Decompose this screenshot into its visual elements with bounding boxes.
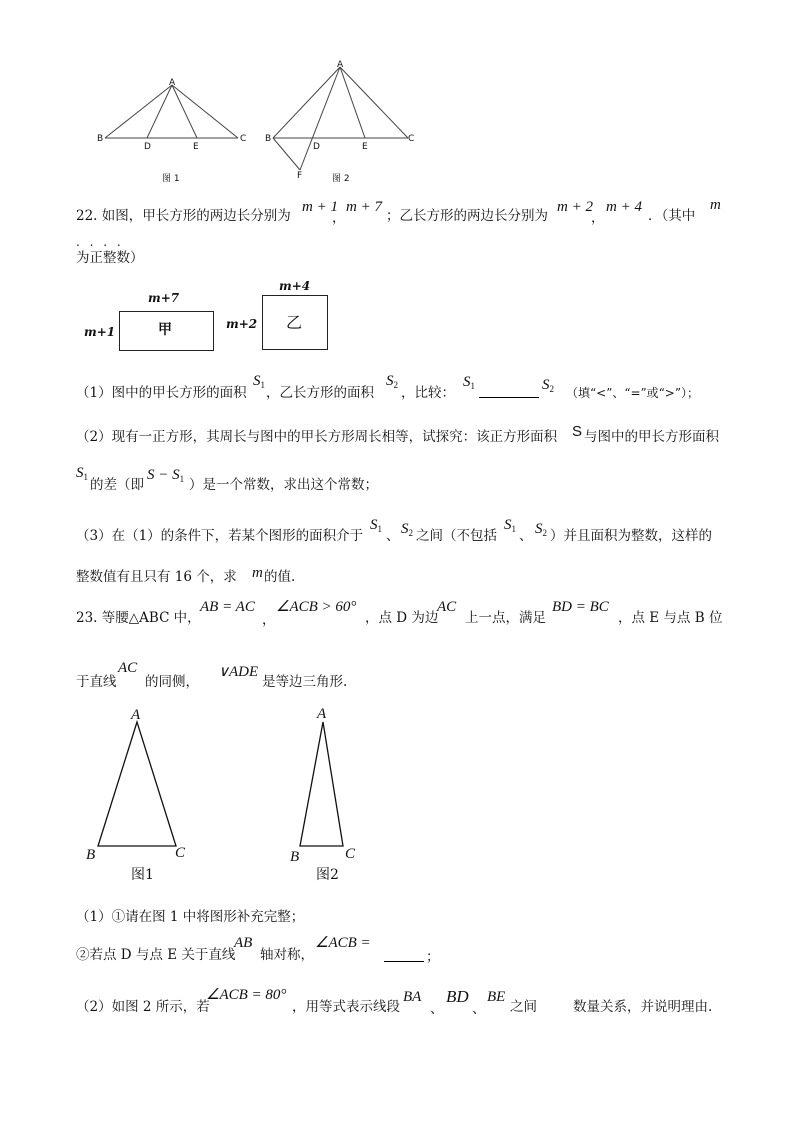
q23-eq-angle: ∠ACB > 60° [276, 599, 357, 615]
q23-p2-b: ，用等式表示线段 [292, 999, 400, 1015]
top-fig2-label-d: D [313, 142, 320, 152]
q22-p3-a: （3）在（1）的条件下，若某个图形的面积介于 [76, 528, 364, 544]
q22-intro-a: 22. 如图，甲长方形的两边长分别为 [76, 208, 291, 224]
top-fig2-label-e: E [362, 142, 368, 152]
q23-be: BE [487, 989, 506, 1005]
q23-p2-a: （2）如图 2 所示，若 [76, 999, 210, 1015]
q22-m-plus-1: m + 1 [302, 199, 338, 215]
rect-jia-side-label: m+1 [84, 325, 116, 339]
q23-p1-a: （1）①请在图 1 中将图形补充完整； [76, 909, 305, 925]
q23-comma: ， [262, 612, 276, 628]
top-figures [90, 55, 430, 190]
top-fig1-caption: 图 1 [162, 174, 180, 184]
q23-bd: BD [446, 987, 469, 1006]
q22-p3-s1: $S_1$ [370, 517, 382, 534]
q22-p2-a: （2）现有一正方形，其周长与图中的甲长方形周长相等，试探究：该正方形面积 [76, 429, 558, 445]
q23-intro-d: ，点 E 与点 B 位 [618, 610, 723, 626]
rect-jia-name: 甲 [158, 322, 172, 338]
q22-intro-b: ；乙长方形的两边长分别为 [386, 208, 548, 224]
q22-p3-f: 整数值有且只有 16 个，求 [76, 569, 237, 585]
q22-p3-e: ）并且面积为整数，这样的 [550, 528, 712, 544]
q22-p3-d: 、 [519, 528, 533, 544]
rect-yi-side-label: m+2 [226, 317, 258, 331]
q22-comma-2: ， [591, 210, 605, 226]
q23-intro-a: 23. 等腰△ABC 中， [76, 610, 201, 626]
top-fig2-label-a: A [337, 60, 344, 70]
q23-fig1-label-b: B [86, 847, 96, 863]
q22-p3-s2b: $S_2$ [535, 521, 547, 538]
top-figure-1 [105, 85, 238, 138]
q23-line2-b: 的同侧， [145, 674, 199, 690]
q23-eq-bd-bc: BD = BC [552, 599, 609, 615]
q23-semicolon: ； [426, 949, 440, 965]
rect-yi-top-label: m+4 [279, 279, 311, 293]
rect-yi-name: 乙 [286, 313, 303, 332]
q22-p3-b: 、 [386, 528, 400, 544]
q22-p3-s1b: $S_1$ [504, 517, 516, 534]
q23-fig2-label-c: C [345, 846, 356, 862]
top-fig2-label-f: F [297, 171, 303, 181]
q22-p3-m: m [252, 565, 263, 581]
q22-compare-s1: $S_1$ [463, 374, 475, 391]
q23-fig1-triangle [98, 722, 176, 846]
q22-p1-d: （填“<”、“=”或“>”）； [566, 386, 699, 400]
q23-intro-c: 上一点，满足 [465, 610, 546, 626]
q22-m-plus-4: m + 4 [606, 199, 642, 215]
q23-ba: BA [403, 989, 422, 1005]
q23-fig2-caption: 图2 [316, 867, 339, 883]
q22-p1-c: ，比较： [401, 385, 455, 401]
q22-p1-b: ，乙长方形的面积 [266, 385, 374, 401]
q23-line2-a: 于直线 [76, 674, 117, 690]
q22-s-minus-s1: $S - S_1$ [147, 467, 185, 484]
q22-m-plus-7: m + 7 [346, 199, 382, 215]
q23-eq-angle-acb: ∠ACB = [315, 935, 371, 951]
q22-m-var: m [710, 197, 721, 213]
q22-p2-b: 与图中的甲长方形面积 [584, 429, 719, 445]
q23-fig1-label-a: A [131, 707, 141, 723]
q23-fig2-triangle [300, 722, 343, 846]
q23-fig1-caption: 图1 [131, 867, 154, 883]
q22-compare-s2: $S_2$ [542, 377, 554, 394]
q22-s-symbol: S [572, 423, 583, 440]
q23-eq-acb-80: ∠ACB = 80° [206, 987, 287, 1003]
q23-p1-ab: AB [234, 935, 253, 951]
q22-intro-d: 为正整数） [76, 250, 144, 266]
top-fig1-label-c: C [240, 134, 247, 144]
q22-p2-d: ）是一个常数，求出这个常数； [189, 477, 378, 493]
q23-dun-2: 、 [472, 1001, 486, 1017]
q22-m-plus-2: m + 2 [557, 199, 593, 215]
q22-comma-1: ， [332, 210, 346, 226]
q22-s1-symbol: $S_1$ [253, 373, 265, 390]
q23-figures [80, 700, 380, 895]
top-fig1-label-b: B [97, 134, 104, 144]
q23-fig1-label-c: C [175, 845, 186, 861]
q23-p2-c: 之间 [510, 999, 537, 1015]
q22-s2-symbol: $S_2$ [386, 373, 398, 390]
q22-intro-c: ．（其中 [648, 208, 696, 224]
top-fig1-label-d: D [144, 142, 151, 152]
q23-tri-ade: ∨ADE [218, 664, 259, 680]
q22-emphasis-dots: . . . . [76, 235, 124, 249]
q23-p1-b: ②若点 D 与点 E 关于直线 [76, 947, 236, 963]
q22-p2-c: 的差（即 [90, 477, 144, 493]
q22-p3-s2: $S_2$ [401, 521, 413, 538]
top-fig2-caption: 图 2 [332, 174, 350, 184]
q23-dun-1: 、 [430, 1001, 444, 1017]
q23-p1-c: 轴对称， [260, 947, 314, 963]
q23-intro-b: ，点 D 为边 [365, 610, 439, 626]
top-fig2-label-c: C [408, 134, 415, 144]
top-fig1-label-e: E [193, 142, 199, 152]
q22-p3-g: 的值. [264, 569, 296, 585]
q23-angle-blank[interactable] [384, 961, 424, 962]
q23-fig2-label-a: A [317, 706, 327, 722]
q22-p3-c: 之间（不包括 [416, 528, 497, 544]
q23-line2-c: 是等边三角形. [262, 674, 348, 690]
rect-jia-top-label: m+7 [148, 291, 180, 305]
q23-fig2-label-b: B [290, 849, 300, 865]
q23-ac: AC [437, 599, 457, 615]
q22-p2-s1: $S_1$ [76, 465, 88, 482]
top-figure-2 [273, 67, 408, 170]
q23-line2-ac: AC [118, 660, 138, 676]
q23-eq-ab-ac: AB = AC [200, 599, 255, 615]
q23-p2-d: 数量关系，并说明理由. [573, 999, 713, 1015]
top-fig1-label-a: A [169, 78, 176, 88]
top-fig2-label-b: B [265, 134, 272, 144]
q22-compare-blank[interactable] [479, 397, 539, 398]
q22-p1-a: （1）图中的甲长方形的面积 [76, 385, 247, 401]
